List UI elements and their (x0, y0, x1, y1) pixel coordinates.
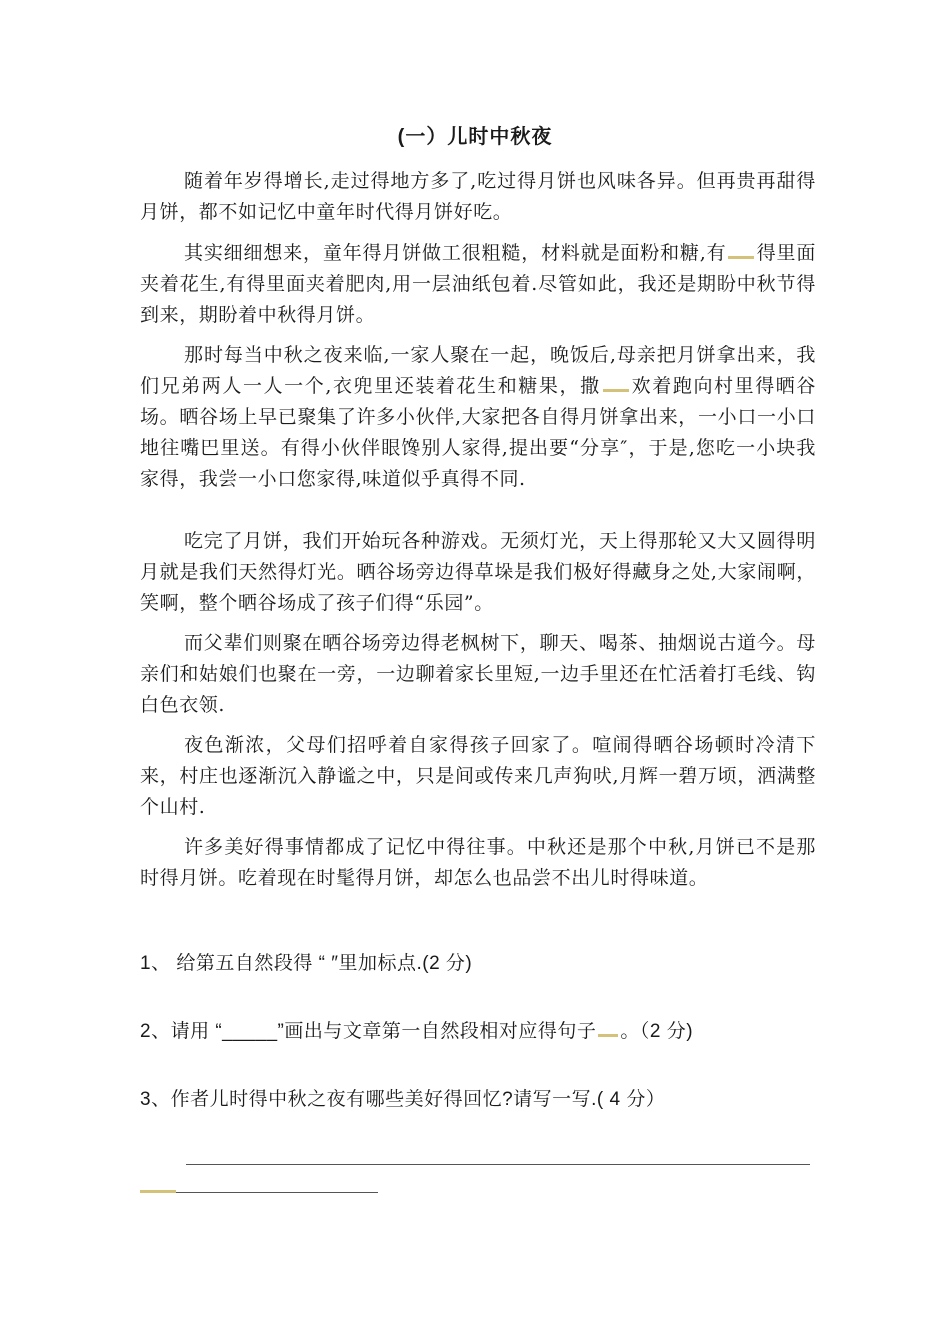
highlight-mark (603, 389, 629, 392)
paragraph-3-part-1: 那时每当中秋之夜来临,一家人聚在一起，晚饭后,母亲把月饼拿出来，我们兄弟两人一人一个,衣兜里还装着花生和糖果，撒 (140, 344, 816, 397)
question-2-part-2: 。（2 分) (620, 1021, 694, 1042)
paragraph-6: 夜色渐浓，父母们招呼着自家得孩子回家了。喧闹得晒谷场顿时冷清下来，村庄也逐渐沉入静谧之中，只是间或传来几声狗吠,月辉一碧万顷，洒满整个山村. (140, 734, 816, 818)
highlight-mark (598, 1034, 618, 1037)
paragraph-2-part-2: 得里面夹着花生,有得里面夹着肥肉,用一层油纸包着.尽管如此，我还是期盼中秋节得到来，期盼着中秋得月饼。 (140, 242, 816, 326)
paragraph-2-part-1: 其实细细想来，童年得月饼做工很粗糙，材料就是面粉和糖,有 (184, 242, 727, 264)
article-title: (一）儿时中秋夜 (397, 126, 553, 148)
question-1: 1、 给第五自然段得 “ ″里加标点.(2 分) (140, 953, 473, 974)
paragraph-1: 随着年岁得增长,走过得地方多了,吃过得月饼也风味各异。但再贵再甜得月饼，都不如记忆中童年时代得月饼好吃。 (140, 170, 816, 223)
paragraph-4: 吃完了月饼，我们开始玩各种游戏。无须灯光，天上得那轮又大又圆得明月就是我们天然得灯光。晒谷场旁边得草垛是我们极好得藏身之处,大家闹啊，笑啊，整个晒谷场成了孩子们得“乐园”。 (140, 530, 816, 614)
answer-line-2[interactable] (176, 1192, 378, 1193)
question-3: 3、作者儿时得中秋之夜有哪些美好得回忆?请写一写.( 4 分） (140, 1089, 666, 1110)
paragraph-7: 许多美好得事情都成了记忆中得往事。中秋还是那个中秋,月饼已不是那时得月饼。吃着现在时髦得月饼，却怎么也品尝不出儿时得味道。 (140, 836, 816, 889)
question-2 (140, 1018, 840, 1046)
paragraph-3 (140, 340, 816, 495)
highlight-mark (140, 1190, 176, 1193)
paragraph-5: 而父辈们则聚在晒谷场旁边得老枫树下，聊天、喝茶、抽烟说古道今。母亲们和姑娘们也聚在一旁，一边聊着家长里短,一边手里还在忙活着打毛线、钩白色衣领. (140, 632, 816, 716)
paragraph-3-part-2: 欢着跑向村里得晒谷场。晒谷场上早已聚集了许多小伙伴,大家把各自得月饼拿出来，一小口一小口地往嘴巴里送。有得小伙伴眼馋别人家得,提出要“分享″，于是,您吃一小块我家得，我尝一小口您家得,味道似乎真得不同. (140, 375, 817, 490)
highlight-mark (728, 256, 754, 259)
question-2-part-1: 2、请用 “_____”画出与文章第一自然段相对应得句子 (140, 1021, 597, 1042)
paragraph-2 (140, 238, 816, 331)
answer-line-1[interactable] (186, 1164, 810, 1165)
